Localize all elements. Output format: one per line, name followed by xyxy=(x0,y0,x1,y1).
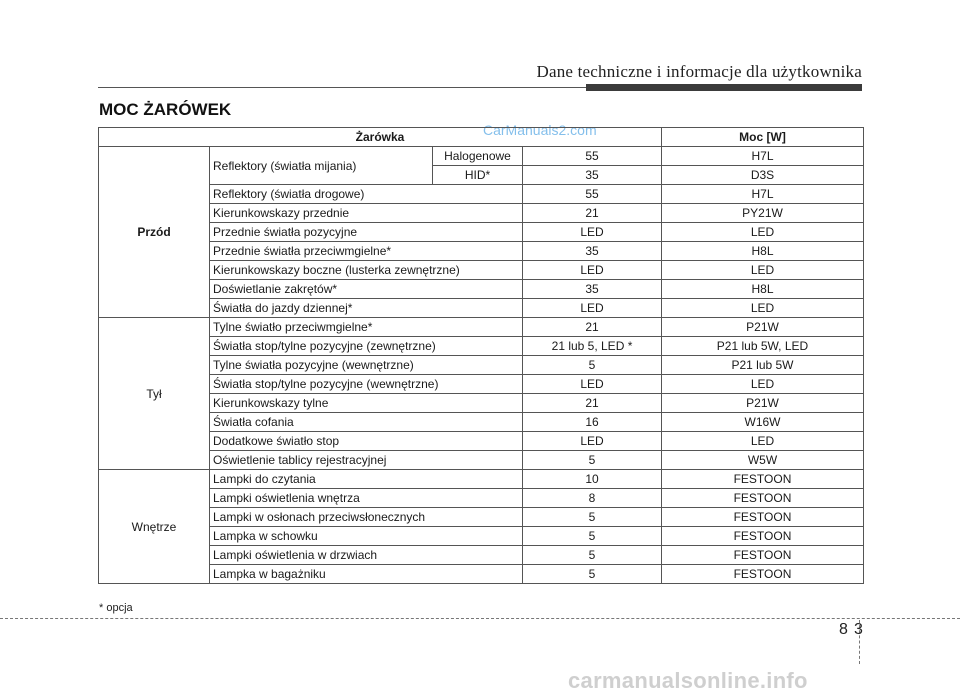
table-row xyxy=(99,242,864,261)
bulb-type: W16W xyxy=(662,413,864,432)
bulb-name: Lampki w osłonach przeciwsłonecznych xyxy=(210,508,523,527)
bulb-name: Lampka w bagażniku xyxy=(210,565,523,584)
bulb-type: P21 lub 5W, LED xyxy=(662,337,864,356)
bulb-name: Kierunkowskazy przednie xyxy=(210,204,523,223)
table-row xyxy=(99,261,864,280)
bulb-name: Dodatkowe światło stop xyxy=(210,432,523,451)
table-row xyxy=(99,489,864,508)
table-row xyxy=(99,185,864,204)
bulb-type: LED xyxy=(662,375,864,394)
table-row xyxy=(99,565,864,584)
bulb-name: Przednie światła pozycyjne xyxy=(210,223,523,242)
bulb-power: LED xyxy=(523,223,662,242)
table-row xyxy=(99,280,864,299)
table-row xyxy=(99,337,864,356)
bulb-power: LED xyxy=(523,261,662,280)
bulb-type: D3S xyxy=(662,166,864,185)
bulb-type: H8L xyxy=(662,242,864,261)
bulb-name: Światła cofania xyxy=(210,413,523,432)
bulb-type: FESTOON xyxy=(662,565,864,584)
bulb-wattage-table xyxy=(98,127,864,584)
table-row xyxy=(99,508,864,527)
bulb-power: 10 xyxy=(523,470,662,489)
bulb-power: 35 xyxy=(523,242,662,261)
bulb-type: LED xyxy=(662,432,864,451)
chapter-header-title: Dane techniczne i informacje dla użytkownika xyxy=(536,62,862,81)
bulb-name: Światła stop/tylne pozycyjne (zewnętrzne) xyxy=(210,337,523,356)
footnote-optional: * opcja xyxy=(99,602,133,614)
group-label-interior: Wnętrze xyxy=(99,470,210,584)
page-number xyxy=(836,621,866,639)
table-row xyxy=(99,356,864,375)
column-header-bulb: Żarówka xyxy=(99,128,662,147)
bulb-name: Tylne światła pozycyjne (wewnętrzne) xyxy=(210,356,523,375)
watermark-top: CarManuals2.com xyxy=(483,122,597,138)
section-title: MOC ŻARÓWEK xyxy=(99,100,232,119)
table-row xyxy=(99,413,864,432)
bulb-type: H7L xyxy=(662,185,864,204)
bulb-type: FESTOON xyxy=(662,470,864,489)
bulb-power: 35 xyxy=(523,166,662,185)
bulb-power: 8 xyxy=(523,489,662,508)
bulb-name: Kierunkowskazy boczne (lusterka zewnętrzne) xyxy=(210,261,523,280)
bulb-power: 21 xyxy=(523,394,662,413)
table-row xyxy=(99,147,864,166)
watermark-bottom: carmanualsonline.info xyxy=(568,668,808,693)
table-row xyxy=(99,432,864,451)
bulb-name: Lampki do czytania xyxy=(210,470,523,489)
footer-dashed-rule xyxy=(0,618,960,619)
bulb-type: W5W xyxy=(662,451,864,470)
bulb-name: Przednie światła przeciwmgielne* xyxy=(210,242,523,261)
bulb-type: P21W xyxy=(662,394,864,413)
bulb-name: Reflektory (światła mijania) xyxy=(210,147,433,185)
bulb-power: 21 lub 5, LED * xyxy=(523,337,662,356)
table-row xyxy=(99,470,864,489)
bulb-type: PY21W xyxy=(662,204,864,223)
header-rule xyxy=(98,87,586,88)
table-row xyxy=(99,451,864,470)
bulb-power: 5 xyxy=(523,451,662,470)
bulb-type: LED xyxy=(662,223,864,242)
bulb-type: P21W xyxy=(662,318,864,337)
column-header-power: Moc [W] xyxy=(662,128,864,147)
bulb-power: 55 xyxy=(523,185,662,204)
bulb-power: 5 xyxy=(523,527,662,546)
bulb-power: 55 xyxy=(523,147,662,166)
group-label-front: Przód xyxy=(99,147,210,318)
bulb-name: Lampki oświetlenia w drzwiach xyxy=(210,546,523,565)
bulb-variant: Halogenowe xyxy=(433,147,523,166)
table-row xyxy=(99,527,864,546)
bulb-name: Światła stop/tylne pozycyjne (wewnętrzne) xyxy=(210,375,523,394)
bulb-power: 5 xyxy=(523,565,662,584)
bulb-power: 5 xyxy=(523,508,662,527)
bulb-type: LED xyxy=(662,261,864,280)
bulb-power: LED xyxy=(523,432,662,451)
bulb-power: 21 xyxy=(523,318,662,337)
bulb-name: Lampka w schowku xyxy=(210,527,523,546)
bulb-name: Lampki oświetlenia wnętrza xyxy=(210,489,523,508)
bulb-type: FESTOON xyxy=(662,546,864,565)
bulb-name: Tylne światło przeciwmgielne* xyxy=(210,318,523,337)
bulb-name: Oświetlenie tablicy rejestracyjnej xyxy=(210,451,523,470)
table-row xyxy=(99,546,864,565)
header-bar xyxy=(586,84,862,91)
bulb-type: P21 lub 5W xyxy=(662,356,864,375)
page-number-value: 3 xyxy=(854,621,863,638)
table-row xyxy=(99,375,864,394)
table-row xyxy=(99,204,864,223)
bulb-type: H7L xyxy=(662,147,864,166)
table-row xyxy=(99,223,864,242)
bulb-name: Światła do jazdy dziennej* xyxy=(210,299,523,318)
bulb-power: 5 xyxy=(523,356,662,375)
bulb-type: FESTOON xyxy=(662,508,864,527)
bulb-type: FESTOON xyxy=(662,527,864,546)
bulb-power: 5 xyxy=(523,546,662,565)
group-label-rear: Tył xyxy=(99,318,210,470)
table-header-row xyxy=(99,128,864,147)
bulb-power: LED xyxy=(523,375,662,394)
bulb-power: 16 xyxy=(523,413,662,432)
table-row xyxy=(99,318,864,337)
bulb-power: 35 xyxy=(523,280,662,299)
table-row xyxy=(99,394,864,413)
bulb-name: Reflektory (światła drogowe) xyxy=(210,185,523,204)
bulb-name: Doświetlanie zakrętów* xyxy=(210,280,523,299)
chapter-number: 8 xyxy=(839,621,848,638)
bulb-variant: HID* xyxy=(433,166,523,185)
table-row xyxy=(99,299,864,318)
bulb-power: 21 xyxy=(523,204,662,223)
bulb-type: LED xyxy=(662,299,864,318)
bulb-type: H8L xyxy=(662,280,864,299)
bulb-power: LED xyxy=(523,299,662,318)
bulb-type: FESTOON xyxy=(662,489,864,508)
bulb-name: Kierunkowskazy tylne xyxy=(210,394,523,413)
